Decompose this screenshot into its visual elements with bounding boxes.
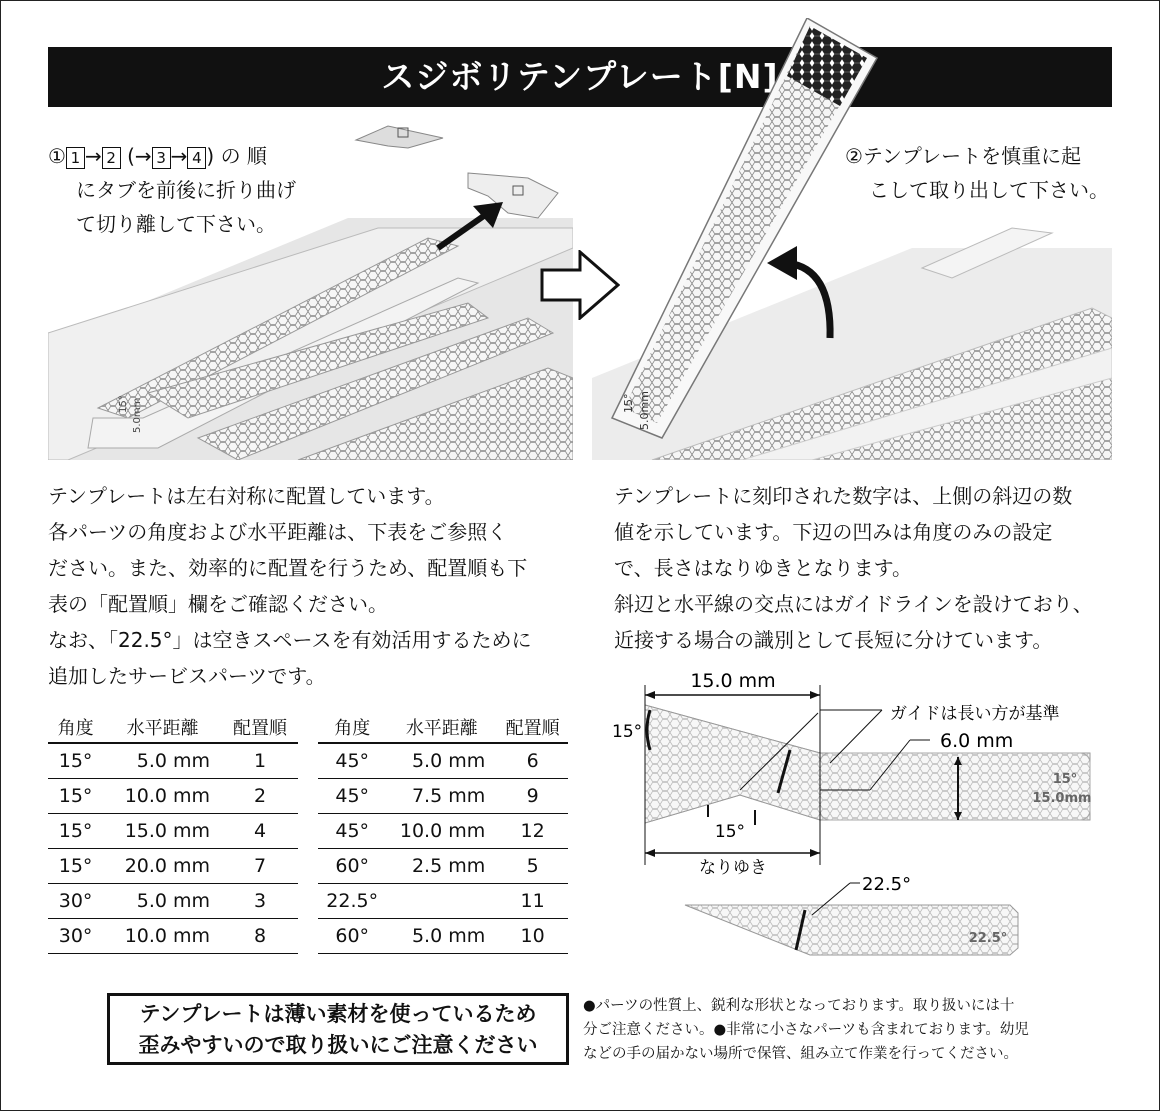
table-row: [48, 814, 298, 849]
cell-angle: 15°: [48, 743, 103, 779]
cell-angle: 30°: [48, 884, 103, 919]
note-line: などの手の届かない場所で保管、組み立て作業を行ってください。: [583, 1046, 1018, 1062]
cell-distance: 2.5 mm: [386, 849, 497, 884]
cell-angle: 30°: [48, 919, 103, 954]
table-row: [48, 849, 298, 884]
caution-note: [583, 994, 1103, 1066]
cell-order: 4: [222, 814, 298, 849]
table-row: [318, 779, 568, 814]
cell-distance: [386, 884, 497, 919]
part-stamp-angle: 15°: [118, 395, 129, 413]
right-text-line: 斜辺と水平線の交点にはガイドラインを設けており、: [614, 592, 1093, 616]
cell-distance: 5.0 mm: [103, 743, 222, 779]
left-text-line: ださい。また、効率的に配置を行うため、配置順も下: [48, 556, 528, 580]
paren-close: ): [206, 144, 215, 168]
left-text-line: テンプレートは左右対称に配置しています。: [48, 484, 445, 508]
tab-number-2: 2: [102, 147, 121, 169]
spec-table-right: [318, 712, 568, 954]
cell-angle: 45°: [318, 779, 386, 814]
template-lift-illustration: [592, 18, 1112, 460]
table-row: [48, 919, 298, 954]
step1-line2: にタブを前後に折り曲げ: [76, 178, 296, 202]
lifted-stamp-angle: 15°: [622, 393, 635, 413]
cell-order: 5: [497, 849, 568, 884]
angle-left-label: 15°: [612, 722, 643, 742]
stamp-length-label: 15.0mm: [1032, 791, 1092, 806]
table-row: [318, 884, 568, 919]
cell-order: 1: [222, 743, 298, 779]
table-row: [318, 919, 568, 954]
width-label: 6.0 mm: [940, 730, 1014, 752]
arrow-icon: →: [170, 144, 188, 168]
cell-distance: 10.0 mm: [103, 779, 222, 814]
cell-order: 2: [222, 779, 298, 814]
right-text-line: 値を示しています。下辺の凹みは角度のみの設定: [614, 520, 1053, 544]
tab-number-4: 4: [187, 147, 206, 169]
table-row: [48, 884, 298, 919]
right-text-line: で、長さはなりゆきとなります。: [614, 556, 912, 580]
table-row: [318, 743, 568, 779]
table-row: [48, 779, 298, 814]
layout-explanation: [48, 478, 568, 694]
lifted-stamp-length: 5.0mm: [638, 391, 651, 430]
warning-line2: 歪みやすいので取り扱いにご注意ください: [138, 1033, 538, 1057]
dim-bottom-label: なりゆき: [699, 858, 767, 878]
template-dimension-diagram: [600, 665, 1110, 970]
part-stamp-length: 5.0mm: [132, 397, 143, 433]
tab-number-3: 3: [152, 147, 171, 169]
spec-table-left: [48, 712, 298, 954]
handling-warning-box: [107, 993, 569, 1065]
guide-label: ガイドは長い方が基準: [890, 704, 1060, 724]
table-row: [318, 849, 568, 884]
note-line: ●パーツの性質上、鋭利な形状となっております。取り扱いには十: [583, 998, 1015, 1014]
cell-order: 6: [497, 743, 568, 779]
left-text-line: 各パーツの角度および水平距離は、下表をご参照く: [48, 520, 508, 544]
right-text-line: 近接する場合の識別として長短に分けています。: [614, 628, 1053, 652]
left-text-line: なお、「22.5°」は空きスペースを有効活用するために: [48, 628, 532, 652]
page-title: スジボリテンプレート[N]: [381, 57, 779, 96]
cell-distance: 15.0 mm: [103, 814, 222, 849]
angle-bottom-label: 15°: [714, 822, 746, 842]
cell-angle: 15°: [48, 814, 103, 849]
cell-angle: 45°: [318, 814, 386, 849]
cell-distance: 5.0 mm: [386, 743, 497, 779]
sprue-illustration-left: [48, 118, 573, 460]
header-distance: 水平距離: [103, 712, 222, 743]
step1-circled-number: ①: [48, 144, 66, 168]
cell-order: 3: [222, 884, 298, 919]
cell-order: 10: [497, 919, 568, 954]
cell-angle: 60°: [318, 919, 386, 954]
stamp-explanation: [614, 478, 1114, 658]
stamp-angle-label: 15°: [1052, 772, 1078, 787]
step2-line1: ②テンプレートを慎重に起: [845, 144, 1082, 168]
cell-order: 7: [222, 849, 298, 884]
cell-angle: 15°: [48, 779, 103, 814]
cell-distance: 20.0 mm: [103, 849, 222, 884]
table-row: [48, 743, 298, 779]
arrow-icon: →: [84, 144, 102, 168]
cell-angle: 22.5°: [318, 884, 386, 919]
header-order: 配置順: [222, 712, 298, 743]
left-text-line: 追加したサービスパーツです。: [48, 664, 326, 688]
service-angle-label: 22.5°: [862, 874, 912, 895]
cell-distance: 5.0 mm: [386, 919, 497, 954]
header-distance: 水平距離: [386, 712, 497, 743]
tab-number-1: 1: [66, 147, 85, 169]
step1-line3: て切り離して下さい。: [76, 212, 276, 236]
header-angle: 角度: [48, 712, 103, 743]
table-row: [318, 814, 568, 849]
cell-order: 8: [222, 919, 298, 954]
cell-distance: 10.0 mm: [386, 814, 497, 849]
step2-line2: こして取り出して下さい。: [869, 178, 1109, 202]
left-text-line: 表の「配置順」欄をご確認ください。: [48, 592, 388, 616]
paren-open: (→: [127, 144, 152, 168]
header-angle: 角度: [318, 712, 386, 743]
note-line: 分ご注意ください。●非常に小さなパーツも含まれております。幼児: [583, 1022, 1029, 1038]
cell-angle: 60°: [318, 849, 386, 884]
dim-horizontal-label: 15.0 mm: [690, 670, 776, 692]
cell-order: 12: [497, 814, 568, 849]
right-text-line: テンプレートに刻印された数字は、上側の斜辺の数: [614, 484, 1073, 508]
cell-angle: 45°: [318, 743, 386, 779]
cell-angle: 15°: [48, 849, 103, 884]
service-stamp-label: 22.5°: [968, 931, 1008, 946]
cell-distance: 7.5 mm: [386, 779, 497, 814]
cell-distance: 10.0 mm: [103, 919, 222, 954]
cell-order: 9: [497, 779, 568, 814]
step1-line1-suffix: の 順: [220, 144, 267, 168]
warning-line1: テンプレートは薄い素材を使っているため: [139, 1002, 537, 1026]
cell-distance: 5.0 mm: [103, 884, 222, 919]
cell-order: 11: [497, 884, 568, 919]
header-order: 配置順: [497, 712, 568, 743]
